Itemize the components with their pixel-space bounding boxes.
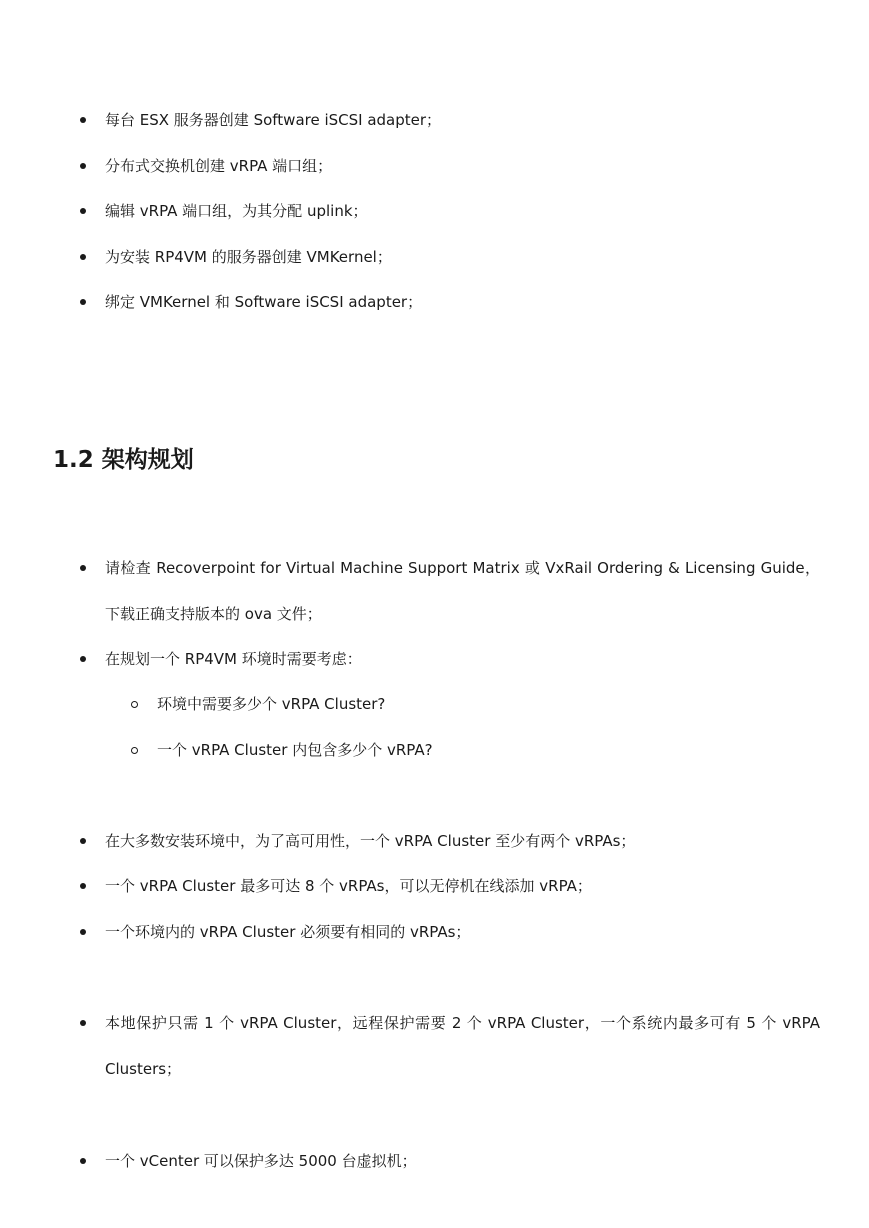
list-item: [105, 909, 820, 955]
bullet-icon: [80, 636, 90, 682]
sub-list-item: [157, 681, 817, 727]
bullet-icon: [80, 97, 90, 143]
bullet-icon: [80, 234, 90, 280]
list-item-text: 请检查 Recoverpoint for Virtual Machine Support Matrix 或 VxRail Ordering & Licensing Guide，下载正确支持版本的 ova 文件；: [105, 559, 820, 623]
bullet-icon: [80, 909, 90, 955]
bullet-icon: [80, 143, 90, 189]
list-item: [105, 636, 820, 682]
list-item: [105, 279, 820, 325]
list-item-text: 每台 ESX 服务器创建 Software iSCSI adapter；: [105, 111, 442, 129]
section-heading: 1.2 架构规划: [53, 447, 194, 473]
hollow-bullet-icon: [132, 727, 142, 773]
list-item: [105, 188, 820, 234]
list-item-text: 一个环境内的 vRPA Cluster 必须要有相同的 vRPAs；: [105, 923, 471, 941]
list-item: [105, 143, 820, 189]
bullet-icon: [80, 545, 90, 591]
list-item: [105, 1000, 820, 1092]
sub-list-item: [157, 727, 817, 773]
list-item: [105, 1138, 820, 1184]
bullet-icon: [80, 279, 90, 325]
list-item: [105, 97, 820, 143]
bullet-icon: [80, 188, 90, 234]
hollow-bullet-icon: [132, 681, 142, 727]
list-item-text: 在规划一个 RP4VM 环境时需要考虑：: [105, 650, 362, 668]
bullet-icon: [80, 1000, 90, 1046]
list-item-text: 分布式交换机创建 vRPA 端口组；: [105, 157, 333, 175]
list-item: [105, 234, 820, 280]
sub-list-item-text: 环境中需要多少个 vRPA Cluster?: [157, 695, 386, 713]
bullet-icon: [80, 863, 90, 909]
bullet-icon: [80, 1138, 90, 1184]
list-item: [105, 818, 820, 864]
list-item-text: 在大多数安装环境中，为了高可用性，一个 vRPA Cluster 至少有两个 vRPAs；: [105, 832, 636, 850]
list-item-text: 一个 vCenter 可以保护多达 5000 台虚拟机；: [105, 1152, 417, 1170]
list-item-text: 绑定 VMKernel 和 Software iSCSI adapter；: [105, 293, 423, 311]
list-item-text: 本地保护只需 1 个 vRPA Cluster，远程保护需要 2 个 vRPA Cluster，一个系统内最多可有 5 个 vRPA Clusters；: [105, 1014, 820, 1078]
list-item-text: 一个 vRPA Cluster 最多可达 8 个 vRPAs，可以无停机在线添加 vRPA；: [105, 877, 592, 895]
list-item-text: 编辑 vRPA 端口组，为其分配 uplink；: [105, 202, 368, 220]
bullet-icon: [80, 818, 90, 864]
list-item-text: 为安装 RP4VM 的服务器创建 VMKernel；: [105, 248, 392, 266]
sub-list-item-text: 一个 vRPA Cluster 内包含多少个 vRPA?: [157, 741, 433, 759]
list-item: [105, 545, 820, 637]
list-item: [105, 863, 820, 909]
